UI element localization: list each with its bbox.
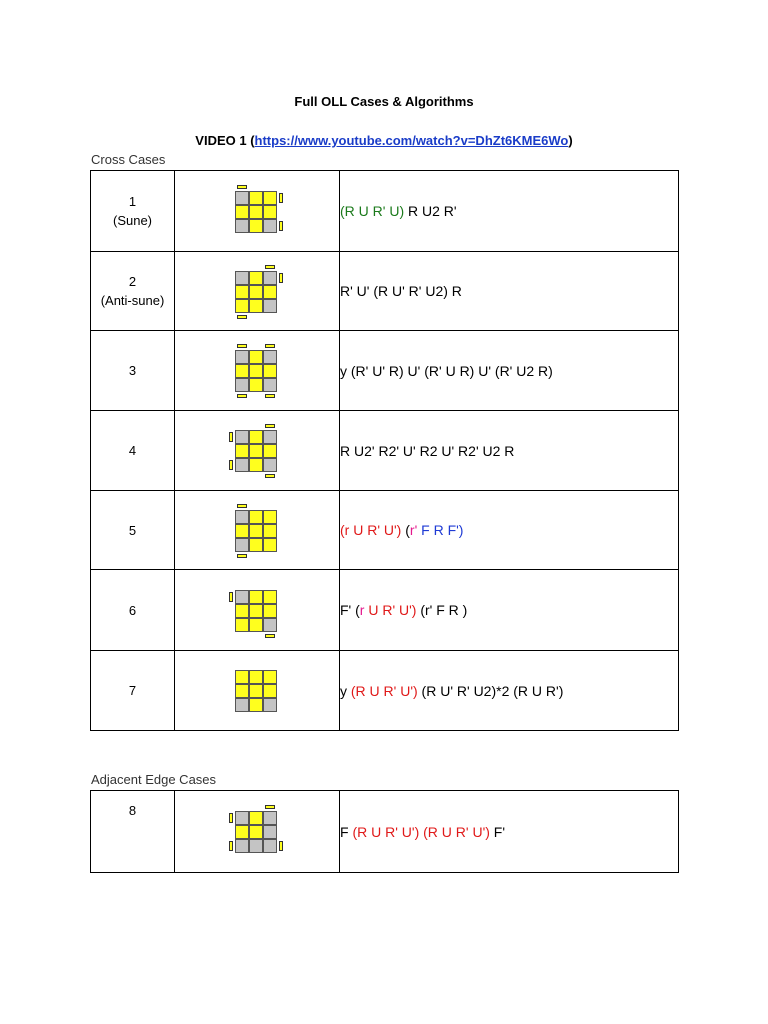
- cube-side-sticker: [279, 841, 283, 851]
- oll-cube-diagram: [235, 811, 277, 853]
- cube-sticker: [235, 618, 249, 632]
- cube-side-sticker: [265, 344, 275, 348]
- cube-sticker: [235, 430, 249, 444]
- cube-sticker: [263, 604, 277, 618]
- oll-cube-diagram: [235, 670, 277, 712]
- cube-sticker: [249, 271, 263, 285]
- case-diagram-cell: [175, 411, 340, 491]
- algorithm-cell: [340, 651, 679, 731]
- oll-cube-diagram: [235, 191, 277, 233]
- video-prefix: VIDEO 1 (: [195, 133, 255, 148]
- cube-sticker: [263, 698, 277, 712]
- cube-sticker: [263, 670, 277, 684]
- case-number-cell: [91, 252, 175, 331]
- cube-sticker: [249, 299, 263, 313]
- cube-side-sticker: [265, 474, 275, 478]
- algorithm-segment: r: [359, 602, 365, 618]
- case-number: 5: [128, 522, 137, 538]
- table-row: [91, 791, 679, 873]
- cube-sticker: [249, 698, 263, 712]
- algorithm-cell: [340, 171, 679, 252]
- cube-sticker: [263, 205, 277, 219]
- algorithm-segment: (R U R' U'): [350, 682, 418, 699]
- table-row: [91, 171, 679, 252]
- oll-cube-diagram: [235, 510, 277, 552]
- case-number: 2: [128, 274, 137, 289]
- cube-sticker: [249, 378, 263, 392]
- case-diagram-cell: [175, 570, 340, 651]
- cube-sticker: [249, 205, 263, 219]
- page-title: Full OLL Cases & Algorithms: [294, 94, 474, 109]
- cube-sticker: [249, 670, 263, 684]
- oll-cube-diagram: [235, 430, 277, 472]
- case-number: 3: [128, 363, 137, 378]
- cube-sticker: [249, 590, 263, 604]
- cube-side-sticker: [237, 554, 247, 558]
- algorithm-segment: F R F'): [417, 522, 464, 538]
- algorithm-segment: (r U R' U'): [340, 522, 402, 538]
- cube-sticker: [249, 839, 263, 853]
- cube-sticker: [263, 510, 277, 524]
- table-row: [91, 411, 679, 491]
- case-number-cell: [91, 171, 175, 252]
- algorithm-segment: (r' F R ): [416, 602, 468, 618]
- case-number-cell: [91, 651, 175, 731]
- cube-sticker: [263, 285, 277, 299]
- cube-sticker: [263, 364, 277, 378]
- cube-sticker: [235, 378, 249, 392]
- table-row: [91, 252, 679, 331]
- cube-sticker: [263, 219, 277, 233]
- cube-side-sticker: [229, 841, 233, 851]
- cube-sticker: [235, 538, 249, 552]
- cube-sticker: [235, 510, 249, 524]
- cube-sticker: [263, 350, 277, 364]
- cube-sticker: [235, 839, 249, 853]
- cube-side-sticker: [237, 504, 247, 508]
- case-number: 4: [128, 443, 137, 458]
- algorithm-cell: [340, 331, 679, 411]
- cube-sticker: [249, 510, 263, 524]
- oll-cube-diagram: [235, 590, 277, 632]
- cube-sticker: [263, 538, 277, 552]
- oll-cube-diagram: [235, 350, 277, 392]
- cube-side-sticker: [237, 315, 247, 319]
- algorithm-segment: (R U R' U): [340, 203, 405, 219]
- cube-sticker: [249, 524, 263, 538]
- case-number-cell: [91, 791, 175, 873]
- adjacent-edge-cases-table: [90, 790, 679, 873]
- cube-side-sticker: [229, 460, 233, 470]
- video-link[interactable]: https://www.youtube.com/watch?v=DhZt6KME6Wo: [254, 133, 569, 148]
- cube-sticker: [235, 670, 249, 684]
- cube-sticker: [249, 219, 263, 233]
- cube-sticker: [235, 811, 249, 825]
- case-number: 8: [128, 803, 137, 818]
- cube-sticker: [263, 299, 277, 313]
- algorithm-segment: R U2' R2' U' R2 U' R2' U2 R: [340, 442, 515, 459]
- cube-sticker: [249, 364, 263, 378]
- case-number-cell: [91, 331, 175, 411]
- cube-sticker: [263, 458, 277, 472]
- case-name: (Anti-sune): [100, 293, 165, 308]
- cube-side-sticker: [279, 193, 283, 203]
- cube-sticker: [263, 811, 277, 825]
- cube-side-sticker: [229, 432, 233, 442]
- case-diagram-cell: [175, 651, 340, 731]
- cube-side-sticker: [265, 805, 275, 809]
- case-name: (Sune): [112, 213, 153, 228]
- cube-side-sticker: [265, 424, 275, 428]
- table-row: [91, 651, 679, 731]
- case-number-cell: [91, 491, 175, 570]
- case-number-cell: [91, 570, 175, 651]
- case-number: 1: [128, 194, 137, 209]
- cube-sticker: [263, 378, 277, 392]
- algorithm-segment: R' U' (R U' R' U2) R: [340, 283, 462, 299]
- cube-sticker: [235, 698, 249, 712]
- cube-sticker: [263, 618, 277, 632]
- case-diagram-cell: [175, 171, 340, 252]
- table-row: [91, 491, 679, 570]
- cube-sticker: [249, 811, 263, 825]
- algorithm-cell: [340, 570, 679, 651]
- oll-cube-diagram: [235, 271, 277, 313]
- cube-sticker: [249, 350, 263, 364]
- cube-sticker: [263, 191, 277, 205]
- cube-sticker: [263, 524, 277, 538]
- cube-sticker: [263, 825, 277, 839]
- cube-sticker: [235, 825, 249, 839]
- cube-side-sticker: [229, 813, 233, 823]
- cube-sticker: [235, 299, 249, 313]
- cube-sticker: [249, 444, 263, 458]
- algorithm-segment: F: [340, 823, 353, 840]
- algorithm-segment: U R' U'): [364, 602, 417, 618]
- cube-sticker: [235, 524, 249, 538]
- cube-sticker: [249, 825, 263, 839]
- cube-sticker: [235, 205, 249, 219]
- cube-side-sticker: [265, 634, 275, 638]
- algorithm-segment: R U2 R': [404, 203, 457, 219]
- algorithm-segment: y: [340, 682, 351, 699]
- algorithm-cell: [340, 411, 679, 491]
- cube-sticker: [263, 839, 277, 853]
- cube-sticker: [249, 430, 263, 444]
- algorithm-segment: (R U R' U') (R U R' U'): [352, 823, 490, 840]
- cube-sticker: [235, 458, 249, 472]
- algorithm-segment: F': [489, 823, 506, 840]
- cube-side-sticker: [279, 273, 283, 283]
- algorithm-segment: (R U' R' U2)*2 (R U R'): [417, 682, 564, 699]
- case-diagram-cell: [175, 252, 340, 331]
- cube-sticker: [235, 590, 249, 604]
- algorithm-cell: [340, 491, 679, 570]
- cube-sticker: [235, 285, 249, 299]
- cube-sticker: [235, 350, 249, 364]
- cube-sticker: [249, 604, 263, 618]
- table-row: [91, 331, 679, 411]
- algorithm-segment: F' (: [340, 602, 360, 618]
- cube-sticker: [263, 590, 277, 604]
- video-suffix: ): [568, 133, 573, 148]
- video-line: [0, 133, 768, 148]
- section-label-cross: Cross Cases: [91, 152, 166, 167]
- cube-sticker: [249, 538, 263, 552]
- cube-sticker: [249, 684, 263, 698]
- cube-sticker: [249, 618, 263, 632]
- cube-side-sticker: [237, 394, 247, 398]
- case-diagram-cell: [175, 331, 340, 411]
- algorithm-cell: [340, 791, 679, 873]
- table-row: [91, 570, 679, 651]
- case-number: 6: [128, 602, 137, 618]
- algorithm-segment: y (R' U' R) U' (R' U R) U' (R' U2 R): [340, 362, 553, 379]
- cube-side-sticker: [265, 394, 275, 398]
- cube-side-sticker: [237, 185, 247, 189]
- case-diagram-cell: [175, 791, 340, 873]
- case-number: 7: [128, 683, 137, 698]
- cube-sticker: [235, 444, 249, 458]
- cube-side-sticker: [265, 265, 275, 269]
- case-diagram-cell: [175, 491, 340, 570]
- cube-sticker: [249, 458, 263, 472]
- cube-sticker: [263, 271, 277, 285]
- cube-side-sticker: [229, 592, 233, 602]
- cube-sticker: [235, 364, 249, 378]
- cube-sticker: [263, 684, 277, 698]
- algorithm-segment: (: [401, 522, 410, 538]
- cube-sticker: [235, 684, 249, 698]
- cube-sticker: [235, 219, 249, 233]
- case-number-cell: [91, 411, 175, 491]
- cube-sticker: [235, 271, 249, 285]
- cube-side-sticker: [237, 344, 247, 348]
- cross-cases-table: [90, 170, 679, 731]
- cube-sticker: [263, 444, 277, 458]
- cube-sticker: [263, 430, 277, 444]
- cube-sticker: [235, 604, 249, 618]
- cube-sticker: [249, 191, 263, 205]
- algorithm-segment: r': [409, 522, 418, 538]
- cube-sticker: [235, 191, 249, 205]
- cube-side-sticker: [279, 221, 283, 231]
- algorithm-cell: [340, 252, 679, 331]
- section-label-adjacent: Adjacent Edge Cases: [91, 772, 217, 787]
- cube-sticker: [249, 285, 263, 299]
